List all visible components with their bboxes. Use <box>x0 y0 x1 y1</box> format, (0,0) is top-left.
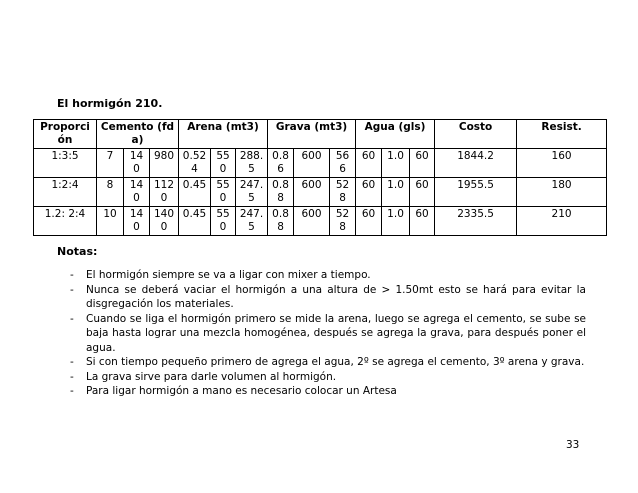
table-cell: 2335.5 <box>435 207 517 236</box>
concrete-mix-table <box>33 119 607 236</box>
table-cell: 52 8 <box>330 178 356 207</box>
table-cell: 60 <box>356 149 382 178</box>
table-row <box>34 207 607 236</box>
table-cell: 14 0 <box>124 178 150 207</box>
table-cell: 7 <box>97 149 124 178</box>
table-cell: 1.0 <box>382 178 410 207</box>
table-cell: 600 <box>294 149 330 178</box>
table-cell: 0.45 <box>179 178 211 207</box>
document-title: El hormigón 210. <box>57 97 163 110</box>
list-item <box>70 268 586 283</box>
table-cell: 1.0 <box>382 207 410 236</box>
list-item <box>70 370 586 385</box>
list-item <box>70 384 586 399</box>
note-text: El hormigón siempre se va a ligar con mixer a tiempo. <box>86 269 371 281</box>
table-cell: 60 <box>356 207 382 236</box>
table-cell: 56 6 <box>330 149 356 178</box>
table-cell: 1:3:5 <box>34 149 97 178</box>
table-cell: 14 0 <box>124 149 150 178</box>
note-text: Cuando se liga el hormigón primero se mide la arena, luego se agrega el cemento, se sube se baja hasta lograr una mezcla homogénea, después se agrega la grava, para después poner el agua. <box>86 312 586 354</box>
table-cell: 1844.2 <box>435 149 517 178</box>
table-cell: 14 0 <box>124 207 150 236</box>
dash-bullet: - <box>70 385 74 397</box>
table-cell: 1955.5 <box>435 178 517 207</box>
dash-bullet: - <box>70 283 74 296</box>
note-text: Nunca se deberá vaciar el hormigón a una altura de > 1.50mt esto se hará para evitar la disgregación los materiales. <box>86 283 586 310</box>
list-item <box>70 283 586 312</box>
table-cell: 112 0 <box>150 178 179 207</box>
table-header-row <box>34 120 607 149</box>
list-item <box>70 355 586 370</box>
table-cell: 55 0 <box>211 149 236 178</box>
table-cell: 0.8 8 <box>268 207 294 236</box>
header-agua: Agua (gls) <box>356 120 435 149</box>
note-text: La grava sirve para darle volumen al hormigón. <box>86 370 337 383</box>
header-cemento: Cemento (fda) <box>97 120 179 149</box>
table-cell: 600 <box>294 207 330 236</box>
table-cell: 0.52 4 <box>179 149 211 178</box>
dash-bullet: - <box>70 269 74 281</box>
table-cell: 55 0 <box>211 207 236 236</box>
table-cell: 288. 5 <box>236 149 268 178</box>
dash-bullet: - <box>70 312 74 325</box>
header-proporcion: Proporci ón <box>34 120 97 149</box>
table-cell: 600 <box>294 178 330 207</box>
table-row <box>34 149 607 178</box>
header-resist: Resist. <box>517 120 607 149</box>
dash-bullet: - <box>70 370 74 383</box>
notes-list <box>70 268 586 399</box>
table-cell: 210 <box>517 207 607 236</box>
table-cell: 10 <box>97 207 124 236</box>
header-grava: Grava (mt3) <box>268 120 356 149</box>
dash-bullet: - <box>70 356 74 368</box>
table-cell: 247. 5 <box>236 207 268 236</box>
table-cell: 160 <box>517 149 607 178</box>
table-cell: 140 0 <box>150 207 179 236</box>
table-cell: 1.2: 2:4 <box>34 207 97 236</box>
table-cell: 60 <box>410 149 435 178</box>
table-cell: 0.8 8 <box>268 178 294 207</box>
table-cell: 8 <box>97 178 124 207</box>
table-row <box>34 178 607 207</box>
list-item <box>70 312 586 356</box>
table-cell: 247. 5 <box>236 178 268 207</box>
note-text: Para ligar hormigón a mano es necesario colocar un Artesa <box>86 385 397 397</box>
table-cell: 55 0 <box>211 178 236 207</box>
header-arena: Arena (mt3) <box>179 120 268 149</box>
table-cell: 1:2:4 <box>34 178 97 207</box>
table-cell: 0.45 <box>179 207 211 236</box>
header-costo: Costo <box>435 120 517 149</box>
table-cell: 1.0 <box>382 149 410 178</box>
table-cell: 60 <box>410 178 435 207</box>
table-cell: 52 8 <box>330 207 356 236</box>
table-cell: 180 <box>517 178 607 207</box>
notes-heading: Notas: <box>57 245 98 258</box>
note-text: Si con tiempo pequeño primero de agrega el agua, 2º se agrega el cemento, 3º arena y grava. <box>86 356 585 368</box>
table-cell: 60 <box>410 207 435 236</box>
table-cell: 60 <box>356 178 382 207</box>
page-number: 33 <box>566 439 580 451</box>
table-cell: 980 <box>150 149 179 178</box>
table-cell: 0.8 6 <box>268 149 294 178</box>
